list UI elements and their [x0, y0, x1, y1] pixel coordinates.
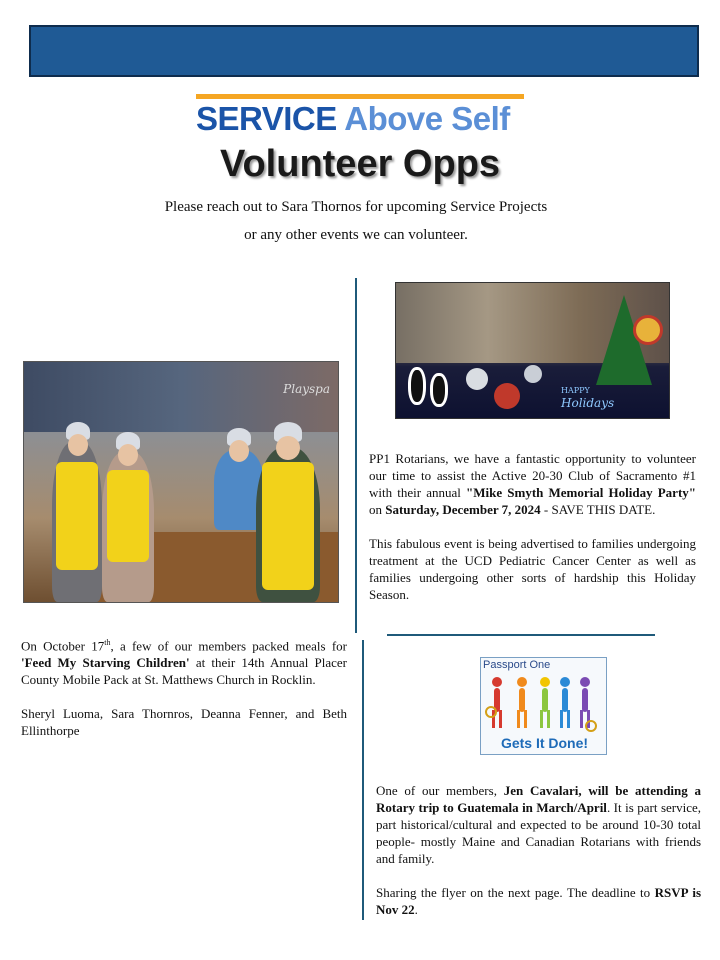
left-article-text: On October 17 [21, 638, 105, 654]
passport-logo-tagline: Gets It Done! [500, 735, 589, 751]
person-figure-icon [491, 677, 503, 729]
column-divider-lower [362, 640, 364, 920]
ornament-icon [466, 368, 488, 390]
penguin-icon [430, 373, 448, 407]
club-seal-icon [633, 315, 663, 345]
ordinal-suffix: th [104, 638, 111, 647]
right-article-text: Sharing the flyer on the next page. The deadline to [376, 885, 655, 900]
photo-wall-sign: Playspa [283, 382, 330, 396]
left-article-bold: 'Feed My Starving Children' [21, 655, 190, 671]
right-article-2-para-1 [376, 782, 701, 867]
face-1 [68, 434, 88, 456]
intro-line-1: Please reach out to Sara Thornos for upcoming Service Projects [164, 199, 548, 215]
holiday-caption-line-2: Holidays [561, 396, 615, 410]
right-article-text: PP1 Rotarians, we have a fantastic opportunity to volunteer our time to assist the Active 20-30 Club of Sacramento #1 with their annual [369, 451, 696, 500]
yellow-apron-1 [56, 462, 98, 570]
logo-word-above-self: Above Self [344, 100, 510, 137]
right-article-text: on [369, 502, 386, 517]
left-article-text: , a few of our members packed meals for [110, 638, 348, 654]
logo-accent-bar [196, 94, 524, 99]
person-figure-icon [539, 677, 551, 729]
face-3 [229, 440, 249, 462]
passport-logo-title: Passport One [483, 659, 551, 671]
face-2 [118, 444, 138, 466]
right-article-text: - SAVE THIS DATE. [540, 502, 656, 517]
header-banner [29, 25, 699, 77]
logo-word-service: SERVICE [196, 100, 337, 137]
rotary-wheel-icon [585, 720, 597, 732]
service-above-self-logo [196, 90, 524, 138]
yellow-apron-4 [262, 462, 314, 590]
right-article-2-para-2 [376, 884, 701, 918]
left-article [21, 634, 347, 739]
left-article-para-2: Sheryl Luoma, Sara Thornros, Deanna Fenner, and Beth Ellinthorpe [21, 706, 347, 739]
trip-announcement: Jen Cavalari, will be attending a Rotary trip to Guatemala in March/April [376, 783, 702, 815]
right-article-1-para-1 [369, 450, 696, 518]
section-divider [387, 634, 655, 636]
ornament-icon [524, 365, 542, 383]
happy-holidays-text [561, 383, 614, 409]
column-divider-upper [355, 278, 357, 633]
left-article-text: at their 14th Annual Placer County Mobile Pack at St. Matthews Church in Rocklin. [21, 655, 347, 688]
holiday-party-photo [395, 282, 670, 419]
ornament-icon [494, 383, 520, 409]
passport-one-logo [480, 657, 607, 755]
holiday-caption-line-1: HAPPY [561, 386, 590, 395]
right-article-text: . It is part service, part historical/cultural and expected to be around 10-30 total people- mostly Maine and Canadian Rotarians with friends and family. [376, 800, 702, 866]
left-article-para-1 [21, 634, 347, 688]
person-figure-icon [516, 677, 528, 729]
rsvp-deadline: RSVP is Nov 22 [376, 885, 702, 917]
yellow-apron-2 [107, 470, 149, 562]
event-name: "Mike Smyth Memorial Holiday Party" [466, 485, 696, 500]
person-figure-icon [559, 677, 571, 729]
page-title: Volunteer Opps [219, 143, 501, 185]
right-article-text: . [414, 902, 418, 917]
rotary-wheel-icon [485, 706, 497, 718]
meal-packing-photo [23, 361, 339, 603]
event-date: Saturday, December 7, 2024 [385, 502, 541, 517]
right-article-text: One of our members, [376, 783, 504, 798]
right-article-1 [369, 450, 696, 603]
right-article-2 [376, 782, 701, 918]
logo-text [196, 100, 524, 138]
penguin-icon [408, 367, 426, 405]
intro-line-2: or any other events we can volunteer. [244, 227, 468, 243]
right-article-1-para-2: This fabulous event is being advertised to families undergoing treatment at the UCD Pediatric Cancer Center as well as families undergoing other sorts of hardship this Holiday Season. [369, 536, 696, 602]
face-4 [276, 436, 300, 460]
